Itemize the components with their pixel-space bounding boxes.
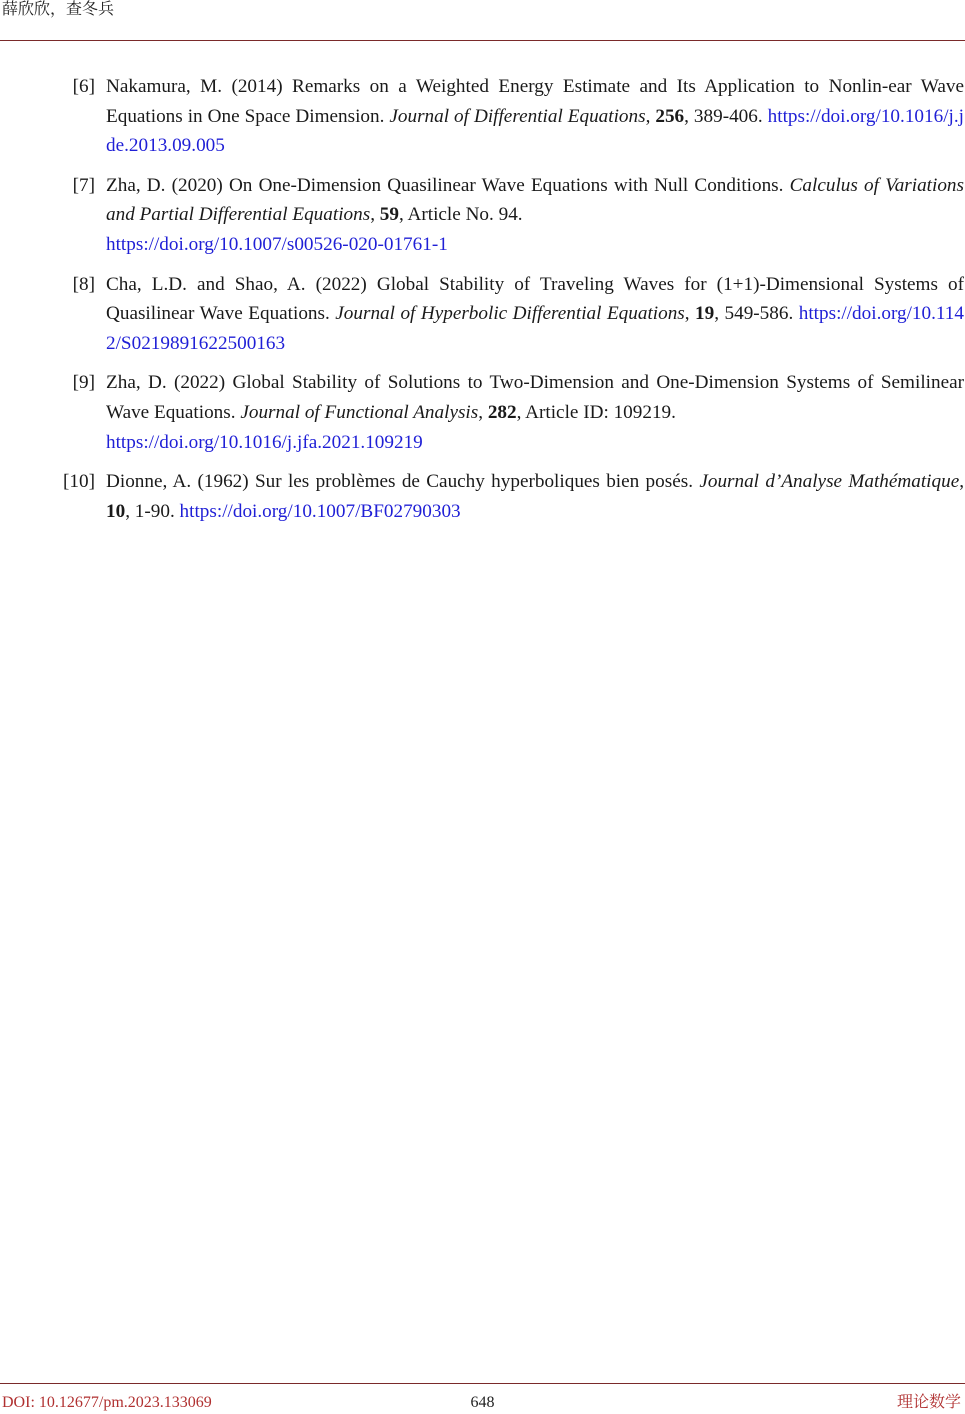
reference-body xyxy=(106,274,964,354)
reference-number: [9] xyxy=(72,372,95,394)
reference-item-7 xyxy=(72,171,964,260)
reference-journal: Journal of Hyperbolic Differential Equations xyxy=(335,303,685,325)
reference-doi-link[interactable]: https://doi.org/10.1007/s00526-020-01761-1 xyxy=(106,233,448,255)
reference-number: [6] xyxy=(72,76,95,97)
reference-text: Zha, D. (2022) Global Stability of Solutions to Two-Dimension and One-Dimension Systems of Semilinear Wave Equations. xyxy=(106,372,964,423)
reference-body xyxy=(106,76,964,156)
reference-separator: , xyxy=(478,401,488,423)
reference-journal: Calculus of Variations and Partial Differential Equations xyxy=(106,174,964,226)
reference-pages: , 1-90. xyxy=(125,500,180,522)
reference-text: Dionne, A. (1962) Sur les problèmes de Cauchy hyperboliques bien posés. xyxy=(106,471,700,493)
reference-journal: Journal of Functional Analysis xyxy=(240,401,479,423)
reference-item-6 xyxy=(72,72,964,161)
reference-number: [7] xyxy=(72,174,95,196)
reference-journal: Journal d’Analyse Mathématique xyxy=(699,471,960,493)
reference-volume: 19 xyxy=(695,303,715,325)
reference-separator: , xyxy=(645,105,656,127)
reference-doi-link[interactable]: https://doi.org/10.1016/j.jfa.2021.109219 xyxy=(106,431,423,453)
header-divider xyxy=(0,40,965,41)
reference-body xyxy=(106,372,964,452)
reference-doi-link[interactable]: https://doi.org/10.1007/BF02790303 xyxy=(179,500,461,522)
reference-volume: 10 xyxy=(106,500,126,522)
reference-doi-link[interactable]: https://doi.org/10.1016/j.jde.2013.09.005 xyxy=(106,105,964,157)
reference-volume: 282 xyxy=(487,401,517,423)
reference-volume: 256 xyxy=(655,105,685,127)
reference-volume: 59 xyxy=(379,204,399,226)
page-number: 648 xyxy=(470,1394,495,1411)
reference-pages: , Article ID: 109219. xyxy=(516,401,676,423)
reference-separator: , xyxy=(370,204,380,226)
reference-item-8 xyxy=(72,270,964,359)
reference-journal: Journal of Differential Equations xyxy=(389,105,646,127)
reference-text: Zha, D. (2020) On One-Dimension Quasilinear Wave Equations with Null Conditions. xyxy=(106,174,790,196)
reference-pages: , 549-586. xyxy=(714,303,799,325)
reference-doi-link[interactable]: https://doi.org/10.1142/S0219891622500163 xyxy=(106,303,964,354)
reference-number: [10] xyxy=(63,471,95,493)
running-head-authors: 薛欣欣，查冬兵 xyxy=(2,1,115,18)
reference-item-10 xyxy=(63,467,965,526)
reference-body xyxy=(106,471,964,522)
reference-list xyxy=(0,72,965,536)
reference-pages: , 389-406. xyxy=(684,105,768,127)
reference-number: [8] xyxy=(72,273,95,295)
reference-separator: , xyxy=(959,471,965,493)
reference-pages: , Article No. 94. xyxy=(398,204,523,226)
footer-doi: DOI: 10.12677/pm.2023.133069 xyxy=(2,1394,212,1411)
reference-text: Cha, L.D. and Shao, A. (2022) Global Stability of Traveling Waves for (1+1)-Dimensional Systems of Quasilinear Wave Equations. xyxy=(106,273,964,325)
footer-divider xyxy=(0,1383,965,1384)
reference-body xyxy=(106,175,964,255)
reference-item-9 xyxy=(72,368,964,457)
reference-text: Nakamura, M. (2014) Remarks on a Weighted Energy Estimate and Its Application to Nonlin-ear Wave Equations in One Space Dimension. xyxy=(106,76,964,127)
footer-journal-name: 理论数学 xyxy=(896,1394,961,1411)
reference-separator: , xyxy=(684,303,696,325)
